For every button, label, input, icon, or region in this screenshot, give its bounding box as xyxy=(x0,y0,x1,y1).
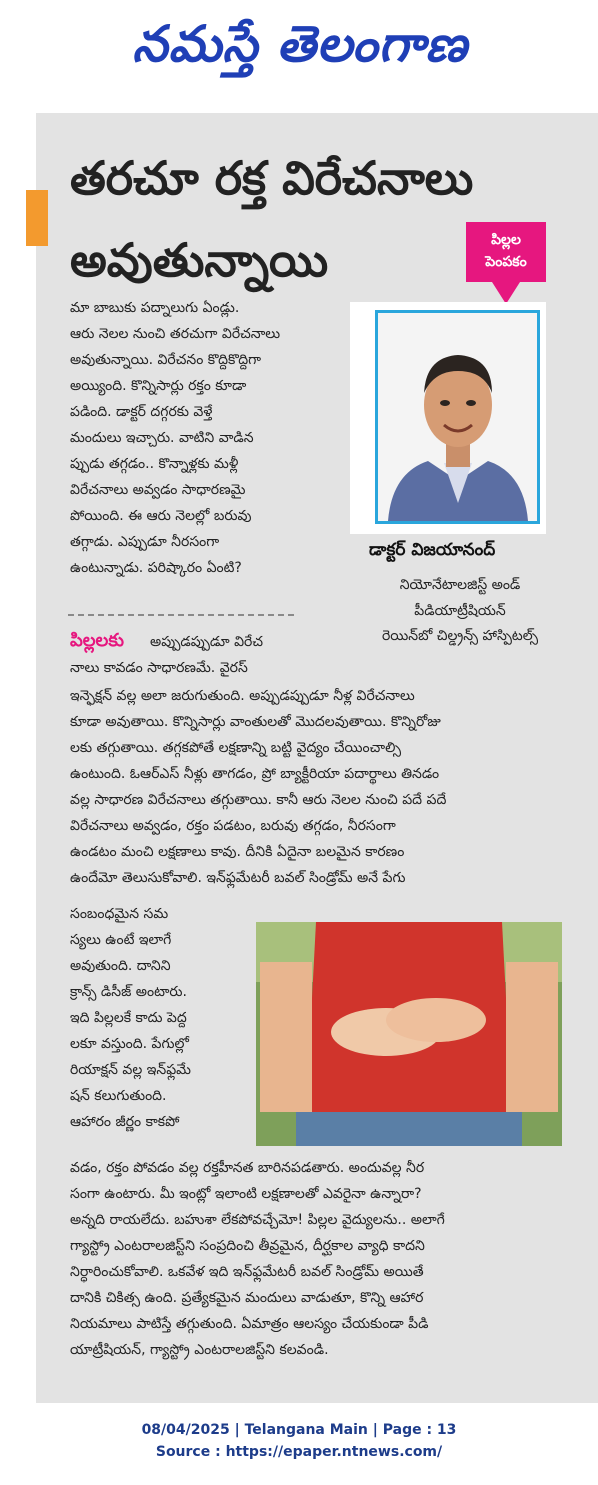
child-stomach-illustration xyxy=(256,922,562,1146)
answer-line: అవుతుంది. దానిని xyxy=(70,958,171,974)
answer-line: ఇన్ఫెక్షన్ వల్ల అలా జరుగుతుంది. అప్పుడప్పుడూ నీళ్ల విరేచనాలు xyxy=(70,688,415,704)
answer-line: నియమాలు పాటిస్తే తగ్గుతుంది. ఏమాత్రం ఆలస్యం చేయకుండా పీడి xyxy=(70,1316,429,1332)
question-line: మందులు ఇచ్చారు. వాటిని వాడిన xyxy=(70,430,254,446)
answer-line: దానికి చికిత్స ఉంది. ప్రత్యేకమైన మందులు వాడుతూ, కొన్ని ఆహార xyxy=(70,1290,424,1306)
footer-source-link[interactable]: Source : https://epaper.ntnews.com/ xyxy=(155,1444,443,1460)
question-line: మా బాబుకు పద్నాలుగు ఏండ్లు. xyxy=(70,300,240,316)
answer-line: సంబంధమైన సమ xyxy=(70,906,169,922)
masthead-title: నమస్తే తెలంగాణ xyxy=(132,14,468,73)
answer-line: ఇది పిల్లలకే కాదు పెద్ద xyxy=(70,1010,187,1026)
answer-line: నాలు కావడం సాధారణమే. వైరస్ xyxy=(70,660,248,676)
question-line: ఆరు నెలల నుంచి తరచుగా విరేచనాలు xyxy=(70,326,281,342)
section-tag-line-1: పిల్లల xyxy=(491,232,521,248)
answer-line: షన్ కలుగుతుంది. xyxy=(70,1088,167,1104)
doctor-name: డాక్టర్ విజయానంద్ xyxy=(369,540,496,560)
question-line: అవుతున్నాయి. విరేచనం కొద్దికొద్దిగా xyxy=(70,352,262,368)
doctor-photo xyxy=(375,310,540,524)
answer-line: రియాక్షన్ వల్ల ఇన్‌ఫ్లమే xyxy=(70,1062,191,1078)
answer-line: అప్పుడప్పుడూ విరేచ xyxy=(150,634,263,650)
answer-line: ఆహారం జీర్ణం కాకపో xyxy=(70,1114,180,1130)
answer-line: విరేచనాలు అవ్వడం, రక్తం పడటం, బరువు తగ్గడం, నీరసంగా xyxy=(70,818,396,834)
answer-line: లకు తగ్గుతాయి. తగ్గకపోతే లక్షణాన్ని బట్టి వైద్యం చేయించాల్సి xyxy=(70,740,402,756)
masthead-logo xyxy=(95,10,505,90)
section-tag xyxy=(466,222,546,282)
headline-line-2: అవుతున్నాయి xyxy=(70,233,329,287)
answer-line: క్రాన్స్ డిసీజ్ అంటారు. xyxy=(70,984,187,1000)
section-tag-line-2: పెంపకం xyxy=(485,254,527,270)
question-line: పడింది. డాక్టర్ దగ్గరకు వెళ్తే xyxy=(70,404,213,420)
question-line: అయ్యింది. కొన్నిసార్లు రక్తం కూడా xyxy=(70,378,247,394)
answer-line: ఉందేమో తెలుసుకోవాలి. ఇన్‌ఫ్లమేటరీ బవల్ సిండ్రోమ్ అనే పేగు xyxy=(70,870,406,886)
doctor-title-2: పీడియాట్రీషియన్ xyxy=(414,603,506,619)
answer-line: ఉంటుంది. ఓఆర్ఎస్ నీళ్లు తాగడం, ప్రో బ్యాక్టీరియా పదార్థాలు తినడం xyxy=(70,766,440,782)
answer-line: గ్యాస్ట్రో ఎంటరాలజిస్ట్‌ని సంప్రదించి తీవ్రమైన, దీర్ఘకాల వ్యాధి కాదని xyxy=(70,1238,425,1254)
answer-line: నిర్ధారించుకోవాలి. ఒకవేళ ఇది ఇన్‌ఫ్లమేటరీ బవల్ సిండ్రోమ్ అయితే xyxy=(70,1264,424,1280)
question-line: పోయింది. ఈ ఆరు నెలల్లో బరువు xyxy=(70,508,252,524)
question-line: విరేచనాలు అవ్వడం సాధారణమై xyxy=(70,482,246,498)
question-line: ఉంటున్నాడు. పరిష్కారం ఏంటి? xyxy=(70,560,242,576)
answer-line: ఉండటం మంచి లక్షణాలు కావు. దీనికి ఏదైనా బలమైన కారణం xyxy=(70,844,405,860)
question-line: తగ్గాడు. ఎప్పుడూ నీరసంగా xyxy=(70,534,220,550)
answer-line: యాట్రీషియన్, గ్యాస్ట్రో ఎంటరాలజిస్ట్‌ని కలవండి. xyxy=(70,1342,329,1358)
answer-line: సంగా ఉంటారు. మీ ఇంట్లో ఇలాంటి లక్షణాలతో ఎవరైనా ఉన్నారా? xyxy=(70,1186,422,1202)
question-line: ప్పుడు తగ్గడం.. కొన్నాళ్లకు మళ్లీ xyxy=(70,456,239,472)
doctor-portrait-illustration xyxy=(378,313,537,521)
answer-line: స్యలు ఉంటే ఇలాగే xyxy=(70,932,172,948)
answer-line: కూడా అవుతాయి. కొన్నిసార్లు వాంతులతో మొదలవుతాయి. కొన్నిరోజు xyxy=(70,714,441,730)
doctor-title-3: రెయిన్‌బో చిల్డ్రన్స్ హాస్పిటల్స్ xyxy=(381,628,539,644)
answer-line: లకూ వస్తుంది. పేగుల్లో xyxy=(70,1036,189,1052)
answer-line: వల్ల సాధారణ విరేచనాలు తగ్గుతాయి. కానీ ఆరు నెలల నుంచి పదే పదే xyxy=(70,792,447,808)
accent-bar xyxy=(26,190,48,246)
answer-line: వడం, రక్తం పోవడం వల్ల రక్తహీనత బారినపడతారు. అందువల్ల నీర xyxy=(70,1160,425,1176)
footer-date-line: 08/04/2025 | Telangana Main | Page : 13 xyxy=(141,1422,457,1438)
doctor-title-1: నియోనేటాలజిస్ట్ అండ్ xyxy=(399,577,521,593)
divider xyxy=(68,614,294,616)
headline-line-1: తరచూ రక్త విరేచనాలు xyxy=(70,151,474,205)
answer-lead: పిల్లలకు xyxy=(70,630,124,651)
stomach-pain-photo xyxy=(256,922,562,1146)
answer-line: అన్నది రాయలేదు. బహుశా లేకపోవచ్చేమో! పిల్లల వైద్యులను.. అలాగే xyxy=(70,1212,445,1228)
